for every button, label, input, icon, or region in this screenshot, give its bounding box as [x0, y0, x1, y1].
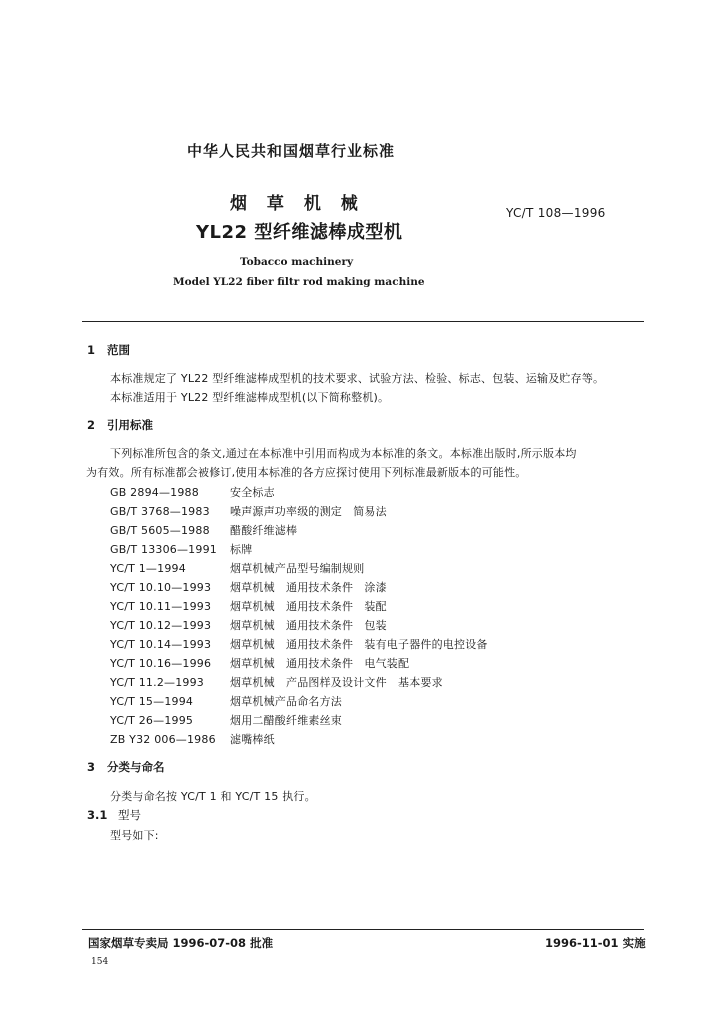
english-title-line-2: Model YL22 fiber filtr rod making machine [173, 276, 425, 288]
section-number: 2 [87, 418, 96, 432]
section-number: 3.1 [87, 808, 108, 822]
reference-name: 醋酸纤维滤棒 [230, 524, 298, 537]
reference-code: YC/T 11.2—1993 [110, 676, 205, 689]
reference-item [110, 712, 342, 728]
section-3-1-heading [87, 807, 141, 823]
reference-name: 烟草机械 通用技术条件 装有电子器件的电控设备 [230, 638, 488, 651]
section-title: 型号 [118, 808, 142, 822]
reference-code: GB 2894—1988 [110, 486, 199, 499]
reference-item [110, 560, 364, 576]
english-title-line-1: Tobacco machinery [240, 256, 354, 268]
reference-name: 烟用二醋酸纤维素丝束 [230, 714, 342, 727]
reference-code: GB/T 5605—1988 [110, 524, 210, 537]
section-1-heading [87, 342, 130, 358]
reference-name: 烟草机械产品型号编制规则 [230, 562, 365, 575]
reference-code: YC/T 26—1995 [110, 714, 194, 727]
issuing-body-header: 中华人民共和国烟草行业标准 [187, 142, 396, 160]
reference-item [110, 503, 387, 519]
reference-name: 安全标志 [230, 486, 275, 499]
footer-divider [82, 929, 644, 930]
reference-code: GB/T 13306—1991 [110, 543, 217, 556]
section-2-heading [87, 417, 153, 433]
reference-name: 噪声源声功率级的测定 简易法 [230, 505, 387, 518]
reference-name: 标牌 [230, 543, 253, 556]
title-line-2: YL22 型纤维滤棒成型机 [196, 222, 403, 243]
section-1-paragraph-2: 本标准适用于 YL22 型纤维滤棒成型机(以下简称整机)。 [110, 391, 390, 404]
reference-item [110, 541, 252, 557]
reference-code: YC/T 15—1994 [110, 695, 194, 708]
reference-item [110, 731, 275, 747]
section-3-paragraph-1: 分类与命名按 YC/T 1 和 YC/T 15 执行。 [110, 790, 316, 803]
reference-name: 烟草机械 通用技术条件 电气装配 [230, 657, 410, 670]
reference-name: 烟草机械 通用技术条件 涂漆 [230, 581, 387, 594]
page-number: 154 [91, 957, 109, 967]
reference-code: ZB Y32 006—1986 [110, 733, 216, 746]
reference-code: YC/T 10.10—1993 [110, 581, 212, 594]
section-2-paragraph-1: 下列标准所包含的条文,通过在本标准中引用而构成为本标准的条文。本标准出版时,所示版本均 [110, 447, 577, 460]
section-number: 1 [87, 343, 96, 357]
reference-item [110, 655, 409, 671]
reference-code: YC/T 1—1994 [110, 562, 186, 575]
section-title: 范围 [107, 343, 131, 357]
reference-item [110, 693, 342, 709]
reference-name: 烟草机械 通用技术条件 装配 [230, 600, 387, 613]
reference-name: 烟草机械 通用技术条件 包装 [230, 619, 387, 632]
reference-code: YC/T 10.14—1993 [110, 638, 212, 651]
section-3-heading [87, 759, 165, 775]
reference-name: 烟草机械 产品图样及设计文件 基本要求 [230, 676, 443, 689]
reference-name: 滤嘴棒纸 [230, 733, 275, 746]
reference-code: YC/T 10.11—1993 [110, 600, 212, 613]
section-number: 3 [87, 760, 96, 774]
standard-code: YC/T 108—1996 [506, 206, 606, 220]
approval-date: 国家烟草专卖局 1996-07-08 批准 [88, 936, 274, 950]
reference-code: YC/T 10.12—1993 [110, 619, 212, 632]
reference-code: YC/T 10.16—1996 [110, 657, 212, 670]
reference-name: 烟草机械产品命名方法 [230, 695, 342, 708]
reference-item [110, 579, 387, 595]
reference-item [110, 598, 387, 614]
reference-item [110, 617, 387, 633]
section-title: 引用标准 [107, 418, 154, 432]
reference-item [110, 636, 488, 652]
reference-item [110, 484, 275, 500]
reference-item [110, 522, 297, 538]
section-3-1-paragraph-1: 型号如下: [110, 829, 159, 842]
section-title: 分类与命名 [107, 760, 165, 774]
reference-item [110, 674, 443, 690]
section-2-paragraph-2: 为有效。所有标准都会被修订,使用本标准的各方应探讨使用下列标准最新版本的可能性。 [86, 466, 527, 479]
reference-code: GB/T 3768—1983 [110, 505, 210, 518]
header-divider [82, 321, 644, 322]
section-1-paragraph-1: 本标准规定了 YL22 型纤维滤棒成型机的技术要求、试验方法、检验、标志、包装、运输及贮存等。 [110, 372, 605, 385]
title-line-1: 烟 草 机 械 [230, 194, 358, 214]
effective-date: 1996-11-01 实施 [545, 936, 646, 950]
